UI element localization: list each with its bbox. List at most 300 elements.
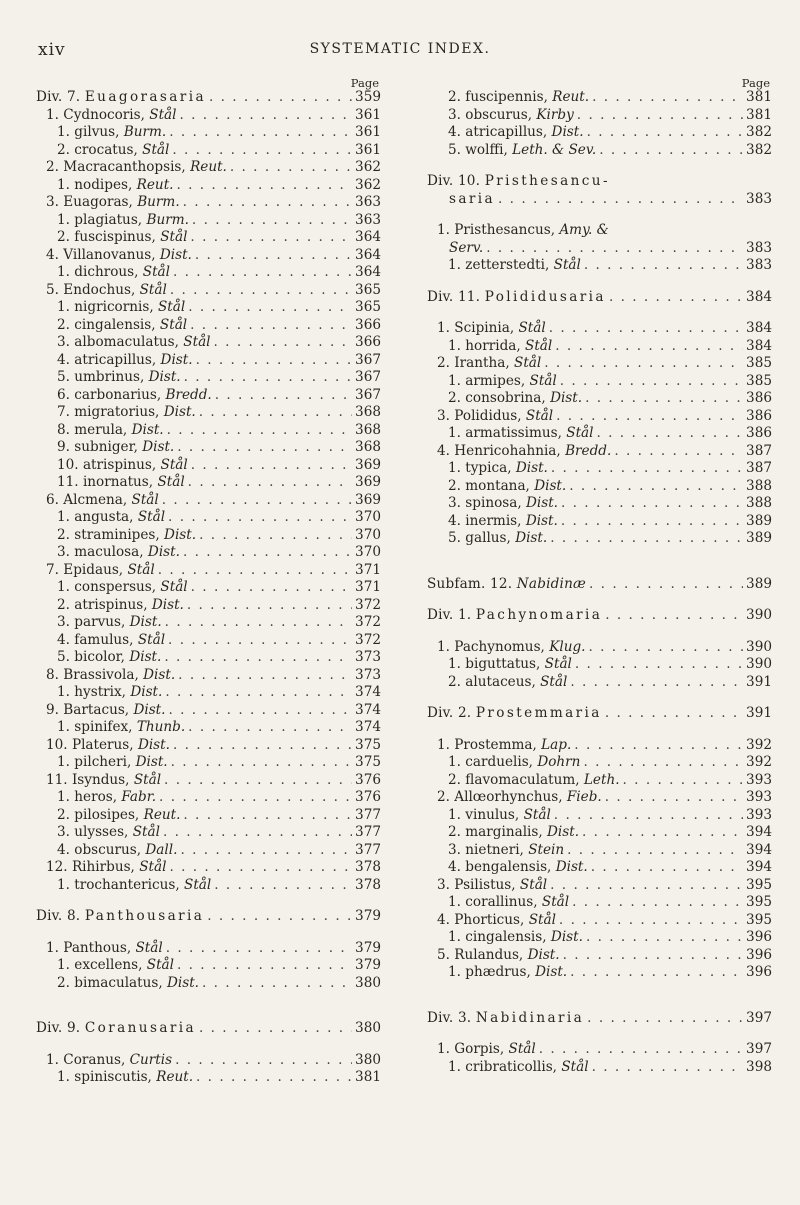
taxon-name: 1. armatissimus, [448,425,562,441]
leader-dots [165,684,352,702]
leader-dots [180,842,352,860]
heading-text [36,908,204,926]
author-name: Stål [566,425,594,441]
leader-dots [196,1069,352,1087]
leader-dots [214,334,353,352]
species-entry [427,89,772,107]
taxon-name: 4. atricapillus, [448,124,548,140]
taxon-name: 3. nietneri, [448,841,524,858]
author-name: Stål [528,911,556,928]
taxon-name: 8. Brassivola, [46,666,139,683]
entry-text [57,422,164,440]
leader-dots [188,474,352,492]
author-name: Stål [135,939,163,956]
leader-dots [570,964,743,982]
page-ref: 369 [355,456,381,473]
taxon-name: 4. inermis, [448,512,522,529]
leader-dots [199,404,352,422]
page-ref: 372 [355,631,381,648]
entry-text [437,639,585,657]
entry-text [46,737,170,755]
taxon-name: 1. cribraticollis, [448,1058,558,1075]
species-entry [427,772,772,790]
leader-dots [614,443,743,461]
genus-entry [427,947,772,965]
leader-dots [215,387,352,405]
page-ref: 362 [355,159,381,175]
author-name: Dist. [129,614,162,630]
division-name-cont: saria [449,190,496,207]
species-entry [36,632,381,650]
taxon-name: 1. Gorpis, [437,1041,505,1057]
heading-prefix: Subfam. 12. [427,575,513,592]
entry-text [448,373,557,391]
leader-dots [575,656,743,674]
page-ref: 361 [355,141,381,158]
leader-dots [572,894,743,912]
author-name: Dall. [145,841,178,858]
author-name: Curtis [129,1051,173,1068]
spacer [427,562,772,576]
taxon-name: 2. crocatus, [57,141,138,158]
taxon-name: 1. hystrix, [57,684,126,700]
spacer [427,723,772,737]
division-heading [427,173,772,191]
page-ref: 378 [355,876,381,893]
heading-text [36,1020,196,1038]
species-entry [427,513,772,531]
page-ref: 370 [355,544,381,560]
page-ref: 361 [355,106,381,123]
taxon-name: 1. trochantericus, [57,876,180,893]
leader-dots [561,513,743,531]
author-name: Dist. [550,390,583,406]
leader-dots [158,562,352,580]
leader-dots [178,667,352,685]
taxon-name: 7. migratorius, [57,404,160,420]
entry-text [448,1059,589,1077]
leader-dots [570,674,743,692]
entry-text [448,772,620,790]
species-entry [36,957,381,975]
leader-dots [569,478,743,496]
division-heading [427,1010,772,1028]
taxon-name: 1. cingalensis, [448,929,547,945]
entry-text [448,656,572,674]
taxon-name: 2. alutaceus, [448,673,536,690]
author-name: Dist. [151,596,184,613]
entry-text [57,352,193,370]
author-name: Stål [142,141,170,158]
genus-entry [36,194,381,212]
author-name: Fieb. [566,789,602,805]
leader-dots [169,124,352,142]
entry-text [46,194,180,212]
entry-text [437,408,553,426]
page-ref: 377 [355,806,381,823]
author-name: Stål [160,456,188,473]
leader-dots [551,460,743,478]
genus-entry [427,789,772,807]
page-ref: 390 [746,656,772,672]
author-name: Stål [137,509,166,525]
author-name: Lap. [541,736,572,753]
entry-text [448,460,548,478]
page-ref: 381 [746,106,772,123]
subfamily-name: Nabidinæ [516,575,587,592]
division-name: Prostemmaria [475,705,602,721]
page-ref: 368 [355,421,381,438]
species-entry [427,338,772,356]
page-ref: 394 [746,859,772,875]
leader-dots [486,240,743,258]
leader-dots [586,929,743,947]
entry-text [46,159,227,177]
author-name: Dist. [535,964,568,980]
entry-text [57,544,180,562]
author-name: Dist. [133,701,166,718]
taxon-name: 1. Scipinia, [437,320,515,336]
species-entry [36,719,381,737]
species-entry [36,352,381,370]
author-name: Stål [523,806,551,823]
entry-text [57,404,196,422]
leader-dots [202,975,352,993]
spacer [427,625,772,639]
page-ref: 363 [355,194,381,210]
leader-dots [605,705,743,723]
author-name: Bredd. [565,442,612,459]
species-entry [427,107,772,125]
page-ref: 380 [355,1051,381,1068]
genus-entry [36,667,381,685]
taxon-name: 2. marginalis, [448,824,543,840]
taxon-name: 4. famulus, [57,631,134,648]
entry-text [57,1069,193,1087]
species-entry [427,142,772,160]
page-ref: 392 [746,736,772,753]
entry-text [448,495,558,513]
page-ref: 380 [355,1020,381,1036]
author-name: Stål [157,299,186,315]
taxon-name: 3. Psilistus, [437,876,516,893]
entry-text [46,562,155,580]
page-ref: 384 [746,288,772,305]
genus-entry [36,492,381,510]
author-name: Reut. [136,176,174,193]
page-ref: 370 [355,526,381,543]
leader-dots [190,229,352,247]
page-ref: 383 [746,257,772,273]
page-ref: 366 [355,334,381,350]
species-entry [427,530,772,548]
species-entry [36,1069,381,1087]
leader-dots [588,639,743,657]
author-name: Stål [137,631,166,648]
division-name: Pristhesancu- [484,173,610,189]
genus-entry [427,877,772,895]
page-ref: 380 [355,974,381,991]
species-entry [427,754,772,772]
page-ref: 391 [746,673,772,690]
taxon-name: 2. cingalensis, [57,316,156,333]
species-entry [36,474,381,492]
page-ref: 386 [746,407,772,424]
leader-dots [170,282,352,300]
author-name: Amy. & [559,222,609,238]
page-column-label: Page [350,76,379,90]
leader-dots [173,737,352,755]
leader-dots [188,719,352,737]
leader-dots [214,877,352,895]
leader-dots [592,1059,743,1077]
genus-entry [36,1052,381,1070]
taxon-name: 5. umbrinus, [57,369,145,385]
species-entry [36,177,381,195]
page-ref: 367 [355,351,381,368]
leader-dots [554,807,743,825]
page-ref: 384 [746,337,772,354]
genus-entry [427,912,772,930]
page-ref: 386 [746,390,772,406]
page-ref: 381 [746,89,772,105]
leader-dots [177,957,352,975]
page-ref: 359 [355,89,381,105]
genus-entry [36,859,381,877]
entry-text [46,702,165,720]
taxon-name: 1. heros, [57,789,118,805]
author-name: Dist. [555,859,588,875]
entry-text [448,425,594,443]
spacer [36,992,381,1006]
taxon-name: 4. atricapillus, [57,351,157,368]
entry-text [448,478,566,496]
author-name: Stål [544,656,572,672]
entry-text [449,240,483,258]
taxon-name: 6. Alcmena, [46,491,128,508]
entry-text [57,439,174,457]
entry-text [448,89,589,107]
leader-dots [605,607,743,625]
author-name: Dist. [515,530,548,546]
page-ref: 382 [746,124,772,140]
page-ref: 395 [746,894,772,910]
entry-text [57,369,181,387]
heading-text [427,1010,584,1028]
taxon-name: 2. consobrina, [448,390,546,406]
leader-dots [190,317,352,335]
leader-dots [180,107,353,125]
leader-dots [207,908,352,926]
author-name: Reut. [156,1069,194,1085]
author-name: Stål [160,229,188,245]
leader-dots [183,194,352,212]
taxon-name: 1. Pristhesancus, [437,222,556,238]
page-ref: 397 [746,1009,772,1026]
spacer [427,691,772,705]
author-name: Dist. [147,544,180,560]
species-entry [36,754,381,772]
genus-entry [36,940,381,958]
entry-text [448,929,583,947]
taxon-name: 1. Pachynomus, [437,638,545,655]
page-ref: 372 [355,596,381,613]
leader-dots [162,492,352,510]
entry-text [57,684,162,702]
leader-dots [184,369,352,387]
running-title: SYSTEMATIC INDEX. [309,41,491,57]
taxon-name: 5. bicolor, [57,649,125,665]
page-ref: 385 [746,372,772,389]
page-ref: 375 [355,736,381,753]
author-name: Stål [142,264,171,280]
species-entry [427,460,772,478]
page-ref: 397 [746,1041,772,1057]
page-ref: 387 [746,442,772,459]
page-ref: 378 [355,859,381,875]
genus-entry [36,562,381,580]
species-entry [36,404,381,422]
entry-text [437,877,547,895]
leader-dots [187,597,352,615]
spacer [427,306,772,320]
species-entry [36,142,381,160]
page-ref: 369 [355,474,381,490]
entry-text [57,597,184,615]
taxon-name: 9. Bartacus, [46,701,130,718]
page-ref: 383 [746,190,772,207]
species-entry [36,842,381,860]
leader-dots [559,912,743,930]
species-entry [36,649,381,667]
entry-text [448,754,580,772]
entry-text [57,824,160,842]
author-name: Bredd. [165,386,212,403]
genus-entry [427,1041,772,1059]
page-ref: 389 [746,575,772,592]
author-name: Klug. [549,638,586,655]
species-entry [36,264,381,282]
species-entry [36,877,381,895]
author-name: Thunb. [136,719,186,735]
entry-text [437,789,602,807]
taxon-name: 3. Polididus, [437,407,522,424]
taxon-name: 3. obscurus, [448,106,533,123]
species-entry [36,614,381,632]
taxon-name: 12. Rihirbus, [46,859,135,875]
entry-text [46,772,161,790]
author-name: Stål [518,320,546,336]
page-ref: 373 [355,666,381,683]
species-entry [36,439,381,457]
leader-dots [165,614,352,632]
leader-dots [599,142,743,160]
heading-prefix: Div. 2. [427,705,472,721]
page-ref: 364 [355,264,381,280]
page-ref: 385 [746,355,772,371]
leader-dots [191,579,352,597]
page-ref: 376 [355,789,381,805]
author-name: Stål [183,334,211,350]
spacer [36,1038,381,1052]
page-header [0,40,800,64]
taxon-name: 3. albomaculatus, [57,334,179,350]
author-name: Fabr. [121,789,157,805]
author-name: Stål [131,491,159,508]
genus-entry [427,320,772,338]
page-ref: 372 [355,614,381,630]
taxon-name: 3. ulysses, [57,824,129,840]
author-name: Dist. [547,824,580,840]
leader-dots [609,289,743,307]
page-ref: 364 [355,229,381,245]
taxon-name: 2. Irantha, [437,355,510,371]
entry-text [57,842,177,860]
entry-text [57,527,196,545]
species-entry [427,964,772,982]
page-ref: 396 [746,946,772,963]
page-ref: 395 [746,911,772,928]
species-entry [427,478,772,496]
species-entry [427,495,772,513]
author-name: Stein [528,841,565,858]
page-ref: 394 [746,824,772,840]
spacer [427,593,772,607]
taxon-name: 1. carduelis, [448,754,534,770]
taxon-name: 2. fuscipennis, [448,89,548,105]
spacer [427,208,772,222]
leader-dots [183,544,352,562]
species-entry [36,527,381,545]
page-ref: 362 [355,176,381,193]
leader-dots [587,124,743,142]
species-entry [36,975,381,993]
taxon-name: 2. pilosipes, [57,806,140,823]
author-name: Stål [139,859,167,875]
taxon-name: 1. nodipes, [57,176,133,193]
species-entry [427,807,772,825]
author-name: Dist. [130,684,163,700]
page-ref: 393 [746,789,772,805]
author-name: Stål [508,1041,536,1057]
page-number: xiv [38,40,66,60]
taxon-name: 2. straminipes, [57,526,160,543]
leader-dots [560,373,743,391]
entry-text [448,894,569,912]
author-name: Dist. [148,369,181,385]
species-entry [427,257,772,275]
leader-dots [563,947,743,965]
taxon-name: 2. montana, [448,477,530,494]
entry-text [57,264,170,282]
species-entry [427,859,772,877]
species-entry [36,789,381,807]
species-entry [427,124,772,142]
page-ref: 394 [746,841,772,858]
taxon-name: 2. bimaculatus, [57,974,163,991]
taxon-name: 2. atrispinus, [57,596,148,613]
author-name: Dist. [527,946,560,963]
leader-dots [192,212,352,230]
author-name-cont: Serv. [449,239,484,256]
taxon-name: 1. biguttatus, [448,656,541,672]
entry-text [57,789,156,807]
author-name: Stål [561,1058,589,1075]
author-name: Reut. [143,806,181,823]
page-ref: 374 [355,719,381,735]
division-name: Coranusaria [84,1020,196,1036]
taxon-name: 6. carbonarius, [57,386,162,403]
